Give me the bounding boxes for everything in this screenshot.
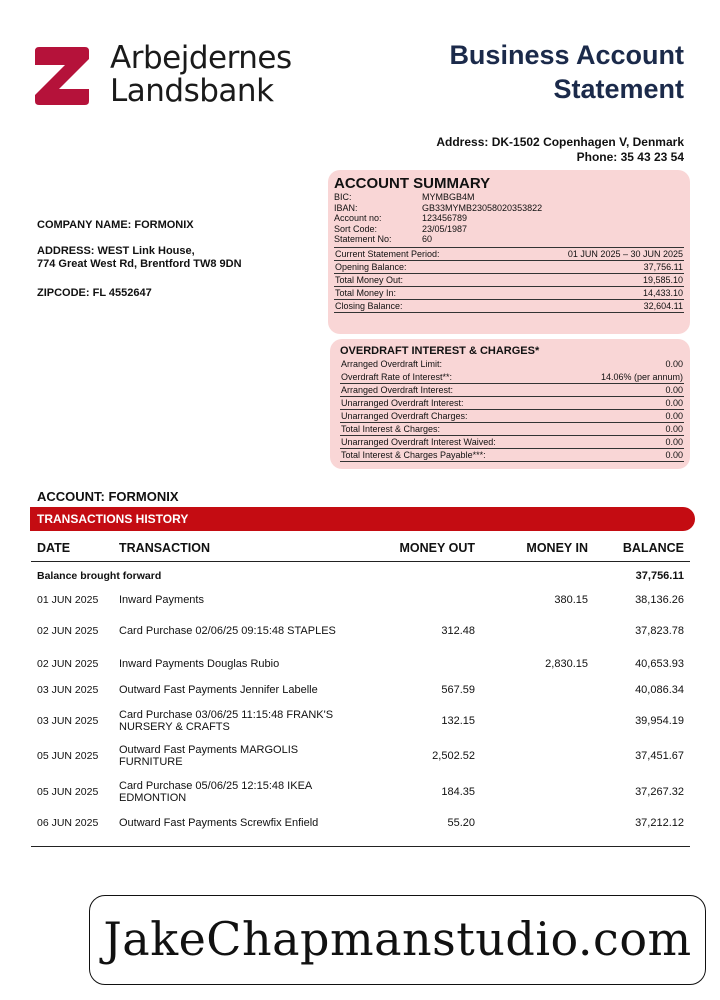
summary-row-value: 32,604.11 xyxy=(643,300,683,311)
bank-name-line1: Arbejdernes xyxy=(110,40,292,76)
table-row xyxy=(31,739,690,773)
overdraft-row-label: Unarranged Overdraft Interest: xyxy=(341,398,464,408)
table-row xyxy=(31,611,690,651)
summary-detail-row xyxy=(334,224,684,235)
row-date: 02 JUN 2025 xyxy=(37,658,99,670)
overdraft-title: OVERDRAFT INTEREST & CHARGES* xyxy=(340,345,540,357)
row-money-out: 184.35 xyxy=(441,786,475,798)
summary-row-value: 19,585.10 xyxy=(642,274,683,285)
row-description: Inward Payments xyxy=(119,594,204,606)
summary-detail-value: 23/05/1987 xyxy=(422,223,468,234)
account-title: ACCOUNT: FORMONIX xyxy=(37,489,179,504)
overdraft-row-label: Overdraft Rate of Interest**: xyxy=(341,372,453,382)
summary-row-label: Current Statement Period: xyxy=(335,248,440,259)
table-row xyxy=(31,773,690,811)
overdraft-row-label: Unarranged Overdraft Charges: xyxy=(341,411,468,421)
summary-row-value: 14,433.10 xyxy=(642,287,683,298)
overdraft-row-label: Total Interest & Charges: xyxy=(341,424,441,434)
row-description: Card Purchase 02/06/25 09:15:48 STAPLES xyxy=(119,625,336,637)
row-description: Inward Payments Douglas Rubio xyxy=(119,658,280,670)
brought-forward-row xyxy=(31,562,690,589)
summary-detail-label: Sort Code: xyxy=(334,223,378,234)
summary-row-label: Closing Balance: xyxy=(335,300,403,311)
header-money-in: MONEY IN xyxy=(526,540,588,555)
row-balance: 37,823.78 xyxy=(635,625,684,637)
row-money-out: 2,502.52 xyxy=(432,750,475,762)
row-description: Outward Fast Payments Screwfix Enfield xyxy=(119,817,319,829)
overdraft-row xyxy=(340,436,684,449)
summary-row xyxy=(334,248,684,261)
overdraft-row xyxy=(340,371,684,384)
company-address-line2: 774 Great West Rd, Brentford TW8 9DN xyxy=(37,258,242,270)
account-summary-box xyxy=(328,170,690,334)
row-date: 03 JUN 2025 xyxy=(37,684,99,696)
row-balance: 38,136.26 xyxy=(635,594,684,606)
watermark: JakeChapmanstudio.com xyxy=(89,895,706,985)
summary-detail-row xyxy=(334,203,684,214)
overdraft-rows xyxy=(340,358,684,462)
summary-detail-value: 60 xyxy=(422,234,433,244)
overdraft-row-value: 0.00 xyxy=(665,437,683,447)
bank-name xyxy=(110,42,292,108)
row-balance: 40,653.93 xyxy=(635,658,684,670)
overdraft-row-label: Unarranged Overdraft Interest Waived: xyxy=(341,437,496,447)
transactions-table xyxy=(31,534,690,835)
row-money-out: 132.15 xyxy=(441,715,475,727)
company-address xyxy=(37,245,242,271)
overdraft-row-label: Total Interest & Charges Payable***: xyxy=(341,450,486,460)
row-date: 03 JUN 2025 xyxy=(37,715,99,727)
overdraft-row xyxy=(340,449,684,462)
document-title-line1: Business Account xyxy=(449,40,684,70)
summary-detail-row xyxy=(334,234,684,245)
table-row xyxy=(31,703,690,739)
row-description: Card Purchase 05/06/25 12:15:48 IKEA EDMONTION xyxy=(119,780,312,804)
header-date: DATE xyxy=(37,540,71,555)
brought-forward-balance: 37,756.11 xyxy=(635,569,684,582)
row-date: 01 JUN 2025 xyxy=(37,594,99,606)
overdraft-row xyxy=(340,410,684,423)
row-date: 05 JUN 2025 xyxy=(37,786,99,798)
summary-detail-value: GB33MYMB23058020353822 xyxy=(422,202,543,213)
row-description: Outward Fast Payments Jennifer Labelle xyxy=(119,684,318,696)
summary-detail-row xyxy=(334,192,684,203)
summary-row xyxy=(334,274,684,287)
summary-detail-label: Account no: xyxy=(334,213,382,223)
row-date: 05 JUN 2025 xyxy=(37,750,99,762)
row-money-in: 380.15 xyxy=(554,594,588,606)
overdraft-row-value: 0.00 xyxy=(665,398,683,408)
overdraft-row xyxy=(340,358,684,371)
document-title-line2: Statement xyxy=(553,74,684,104)
table-row xyxy=(31,651,690,677)
row-money-out: 567.59 xyxy=(441,684,475,696)
row-balance: 40,086.34 xyxy=(635,684,684,696)
bank-contact xyxy=(436,135,684,165)
header-money-out: MONEY OUT xyxy=(399,540,475,555)
bank-address: Address: DK-1502 Copenhagen V, Denmark xyxy=(436,135,684,149)
overdraft-row-label: Arranged Overdraft Limit: xyxy=(341,359,443,369)
table-bottom-rule xyxy=(31,846,690,847)
company-zipcode: ZIPCODE: FL 4552647 xyxy=(37,287,152,299)
summary-detail-value: 123456789 xyxy=(422,213,468,223)
summary-row-value: 01 JUN 2025 – 30 JUN 2025 xyxy=(567,248,683,259)
table-row xyxy=(31,589,690,611)
overdraft-row xyxy=(340,384,684,397)
overdraft-row-label: Arranged Overdraft Interest: xyxy=(341,385,454,395)
summary-row xyxy=(334,261,684,274)
overdraft-row xyxy=(340,423,684,436)
summary-detail-label: BIC: xyxy=(334,192,352,202)
overdraft-row-value: 0.00 xyxy=(665,424,683,434)
summary-detail-value: MYMBGB4M xyxy=(422,192,475,202)
overdraft-row xyxy=(340,397,684,410)
overdraft-box xyxy=(330,339,690,469)
row-money-in: 2,830.15 xyxy=(545,658,588,670)
document-title xyxy=(449,38,684,106)
table-row xyxy=(31,677,690,703)
bank-name-line2: Landsbank xyxy=(110,73,274,109)
overdraft-row-value: 0.00 xyxy=(665,450,683,460)
bank-logo xyxy=(33,45,91,107)
summary-detail-label: IBAN: xyxy=(334,202,358,213)
transactions-banner: TRANSACTIONS HISTORY xyxy=(30,507,695,531)
summary-detail-row xyxy=(334,213,684,224)
summary-row-label: Opening Balance: xyxy=(335,261,407,272)
row-balance: 37,212.12 xyxy=(635,817,684,829)
header-transaction: TRANSACTION xyxy=(119,540,210,555)
table-row xyxy=(31,811,690,835)
summary-detail-label: Statement No: xyxy=(334,234,392,244)
row-description: Card Purchase 03/06/25 11:15:48 FRANK'S NURSERY & CRAFTS xyxy=(119,709,334,733)
overdraft-row-value: 0.00 xyxy=(665,411,683,421)
account-summary-rows xyxy=(334,247,684,313)
row-date: 06 JUN 2025 xyxy=(37,817,99,829)
account-summary-details xyxy=(334,192,684,245)
row-description: Outward Fast Payments MARGOLIS FURNITURE xyxy=(119,744,299,768)
summary-row-label: Total Money Out: xyxy=(335,274,404,285)
row-date: 02 JUN 2025 xyxy=(37,625,99,637)
summary-row-value: 37,756.11 xyxy=(643,261,683,272)
transactions-header xyxy=(31,534,690,562)
summary-row xyxy=(334,300,684,313)
overdraft-row-value: 0.00 xyxy=(665,385,683,395)
company-name: COMPANY NAME: FORMONIX xyxy=(37,219,194,231)
summary-row-label: Total Money In: xyxy=(335,287,397,298)
overdraft-row-value: 14.06% (per annum) xyxy=(600,372,683,382)
row-money-out: 55.20 xyxy=(447,817,475,829)
row-balance: 39,954.19 xyxy=(635,715,684,727)
account-summary-title: ACCOUNT SUMMARY xyxy=(334,175,491,192)
bank-phone: Phone: 35 43 23 54 xyxy=(576,150,684,164)
row-balance: 37,267.32 xyxy=(635,786,684,798)
transactions-rows xyxy=(31,589,690,835)
brought-forward-label: Balance brought forward xyxy=(37,569,162,582)
overdraft-row-value: 0.00 xyxy=(665,359,683,369)
header-balance: BALANCE xyxy=(622,540,684,555)
company-address-line1: ADDRESS: WEST Link House, xyxy=(37,245,195,257)
row-balance: 37,451.67 xyxy=(635,750,684,762)
summary-row xyxy=(334,287,684,300)
row-money-out: 312.48 xyxy=(441,625,475,637)
